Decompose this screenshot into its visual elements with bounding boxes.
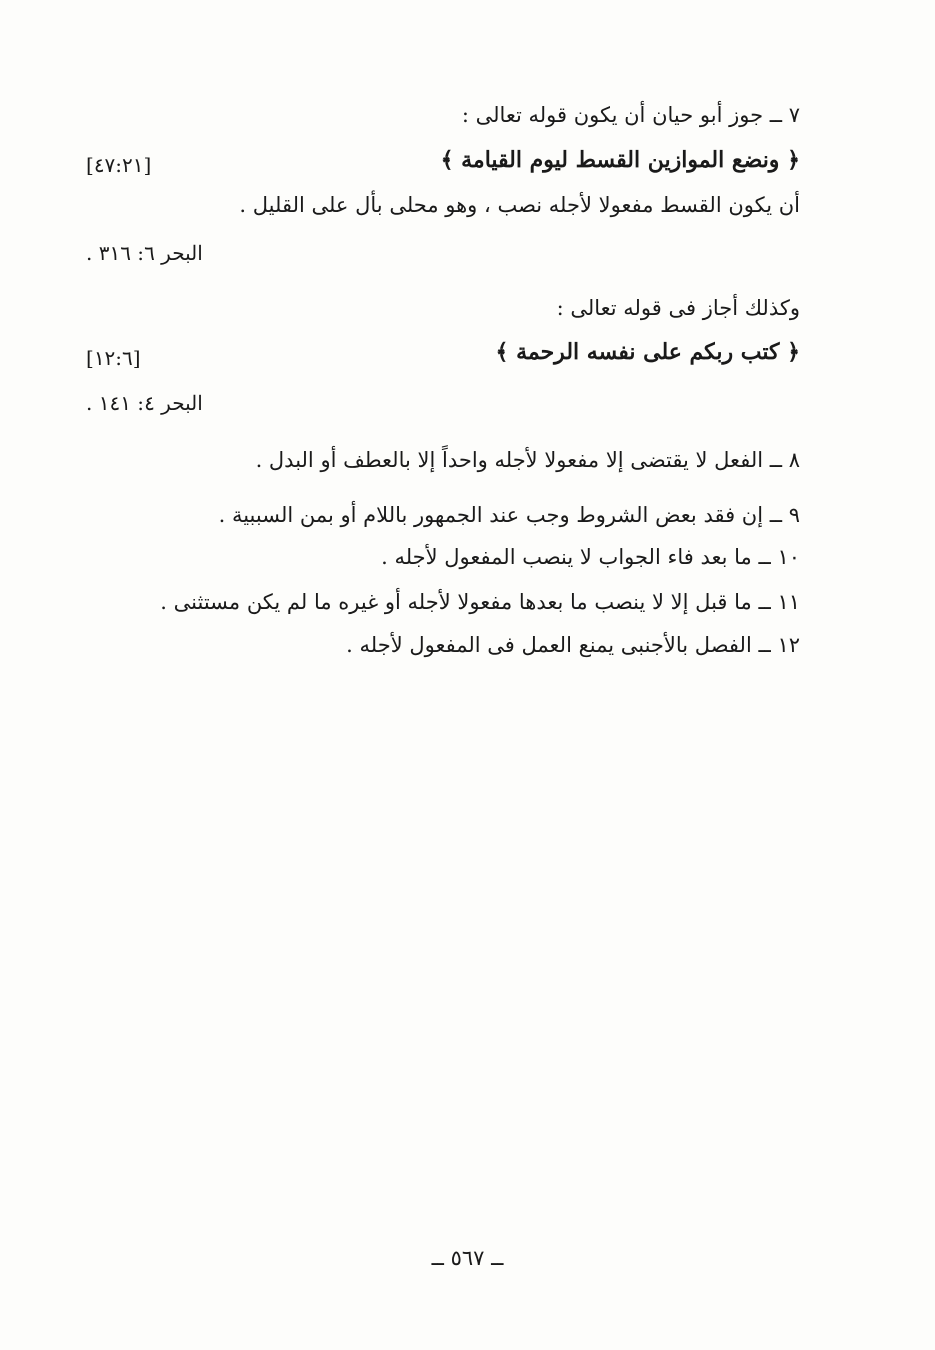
source-citation-2: البحر ٤: ١٤١ .	[86, 391, 203, 415]
text-line-explanation-1: أن يكون القسط مفعولا لأجله نصب ، وهو محلى بأل على القليل .	[239, 193, 800, 217]
quran-verse-1: ﴿ ونضع الموازين القسط ليوم القيامة ﴾	[440, 147, 800, 173]
page-number: ــ ٥٦٧ ــ	[431, 1246, 504, 1270]
text-line-also-allowed: وكذلك أجاز فى قوله تعالى :	[556, 296, 800, 320]
source-citation-1: البحر ٦: ٣١٦ .	[86, 241, 203, 265]
text-line-9: ٩ ــ إن فقد بعض الشروط وجب عند الجمهور باللام أو بمن السببية .	[218, 503, 800, 527]
verse-reference-1: [٤٧:٢١]	[86, 153, 152, 177]
text-line-12: ١٢ ــ الفصل بالأجنبى يمنع العمل فى المفعول لأجله .	[346, 633, 800, 657]
quran-verse-2: ﴿ كتب ربكم على نفسه الرحمة ﴾	[495, 339, 800, 365]
text-line-7-intro: ٧ ــ جوز أبو حيان أن يكون قوله تعالى :	[461, 103, 800, 127]
text-line-8: ٨ ــ الفعل لا يقتضى إلا مفعولا لأجله واحداً إلا بالعطف أو البدل .	[255, 448, 800, 472]
text-line-11: ١١ ــ ما قبل إلا لا ينصب ما بعدها مفعولا لأجله أو غيره ما لم يكن مستثنى .	[160, 590, 800, 614]
text-line-10: ١٠ ــ ما بعد فاء الجواب لا ينصب المفعول لأجله .	[381, 545, 800, 569]
verse-reference-2: [١٢:٦]	[86, 346, 141, 370]
